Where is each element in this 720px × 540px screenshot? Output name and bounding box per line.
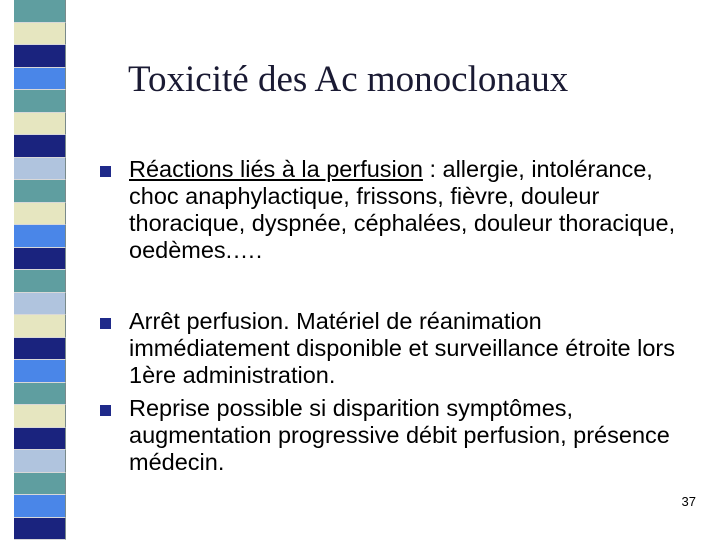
strip-block — [14, 383, 66, 406]
strip-block — [14, 495, 66, 518]
strip-block — [14, 90, 66, 113]
strip-block — [14, 225, 66, 248]
strip-block — [14, 113, 66, 136]
strip-block — [14, 405, 66, 428]
bullet-square-icon — [100, 405, 111, 416]
bullet-square-icon — [100, 166, 111, 177]
strip-block — [14, 45, 66, 68]
strip-block — [14, 23, 66, 46]
strip-block — [14, 158, 66, 181]
bullet-text: Arrêt perfusion. Matériel de réanimation immédiatement disponible et surveillance étroite lors 1ère administration. — [129, 308, 675, 388]
decorative-side-strip — [14, 0, 66, 540]
bullet-text — [129, 156, 689, 264]
strip-block — [14, 338, 66, 361]
strip-block — [14, 360, 66, 383]
bullet-square-icon — [100, 318, 111, 329]
strip-block — [14, 315, 66, 338]
bullet-underlined-text: Réactions liés à la perfusion — [129, 156, 423, 182]
strip-block — [14, 450, 66, 473]
strip-block — [14, 270, 66, 293]
strip-block — [14, 68, 66, 91]
slide-title: Toxicité des Ac monoclonaux — [128, 59, 569, 100]
strip-block — [14, 473, 66, 496]
bullet-rest-text: : allergie, intolérance, choc anaphylactique, frissons, fièvre, douleur thoracique, dyspnée, céphalées, douleur thoracique, oedèmes.…. — [129, 156, 676, 263]
strip-block — [14, 180, 66, 203]
strip-block — [14, 248, 66, 271]
strip-block — [14, 518, 66, 540]
strip-block — [14, 135, 66, 158]
strip-block — [14, 293, 66, 316]
strip-block — [14, 203, 66, 226]
page-number: 37 — [681, 494, 696, 509]
bullet-text: Reprise possible si disparition symptômes, augmentation progressive débit perfusion, présence médecin. — [129, 395, 670, 475]
strip-block — [14, 428, 66, 451]
strip-block — [14, 0, 66, 23]
